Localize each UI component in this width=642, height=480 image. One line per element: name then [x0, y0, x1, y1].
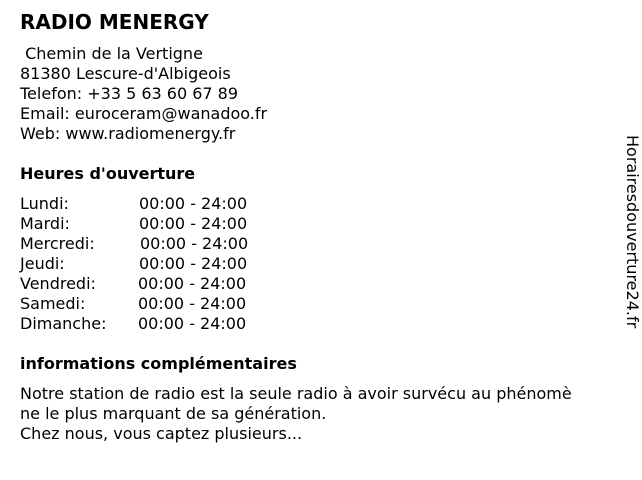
business-name: RADIO MENERGY [20, 10, 209, 34]
hours-row-wednesday [20, 234, 280, 254]
hours-row-sunday [20, 314, 280, 334]
website: Web: www.radiomenergy.fr [20, 124, 236, 143]
description-line: Notre station de radio est la seule radio à avoir survécu au phénomè [20, 384, 572, 403]
time-range: 00:00 - 24:00 [138, 274, 247, 293]
day-label: Jeudi: [20, 254, 65, 273]
street-address: Chemin de la Vertigne [20, 44, 203, 63]
day-label: Dimanche: [20, 314, 107, 333]
hours-heading: Heures d'ouverture [20, 164, 196, 183]
info-heading: informations complémentaires [20, 354, 297, 373]
site-brand-vertical: Horairesdouverture24.fr [623, 135, 642, 329]
day-label: Mardi: [20, 214, 70, 233]
description-line: ne le plus marquant de sa génération. [20, 404, 327, 423]
time-range: 00:00 - 24:00 [138, 294, 247, 313]
hours-row-monday [20, 194, 280, 214]
email-address: Email: euroceram@wanadoo.fr [20, 104, 268, 123]
hours-row-saturday [20, 294, 280, 314]
phone-number: Telefon: +33 5 63 60 67 89 [20, 84, 239, 103]
hours-row-tuesday [20, 214, 280, 234]
time-range: 00:00 - 24:00 [139, 214, 248, 233]
day-label: Samedi: [20, 294, 86, 313]
contact-block [20, 44, 267, 144]
time-range: 00:00 - 24:00 [140, 234, 249, 253]
hours-row-friday [20, 274, 280, 294]
hours-row-thursday [20, 254, 280, 274]
time-range: 00:00 - 24:00 [138, 314, 247, 333]
city-address: 81380 Lescure-d'Albigeois [20, 64, 231, 83]
day-label: Lundi: [20, 194, 69, 213]
day-label: Mercredi: [20, 234, 95, 253]
description-line: Chez nous, vous captez plusieurs... [20, 424, 303, 443]
day-label: Vendredi: [20, 274, 96, 293]
description-text [20, 384, 620, 444]
opening-hours-table [20, 194, 280, 334]
time-range: 00:00 - 24:00 [139, 254, 248, 273]
time-range: 00:00 - 24:00 [139, 194, 248, 213]
